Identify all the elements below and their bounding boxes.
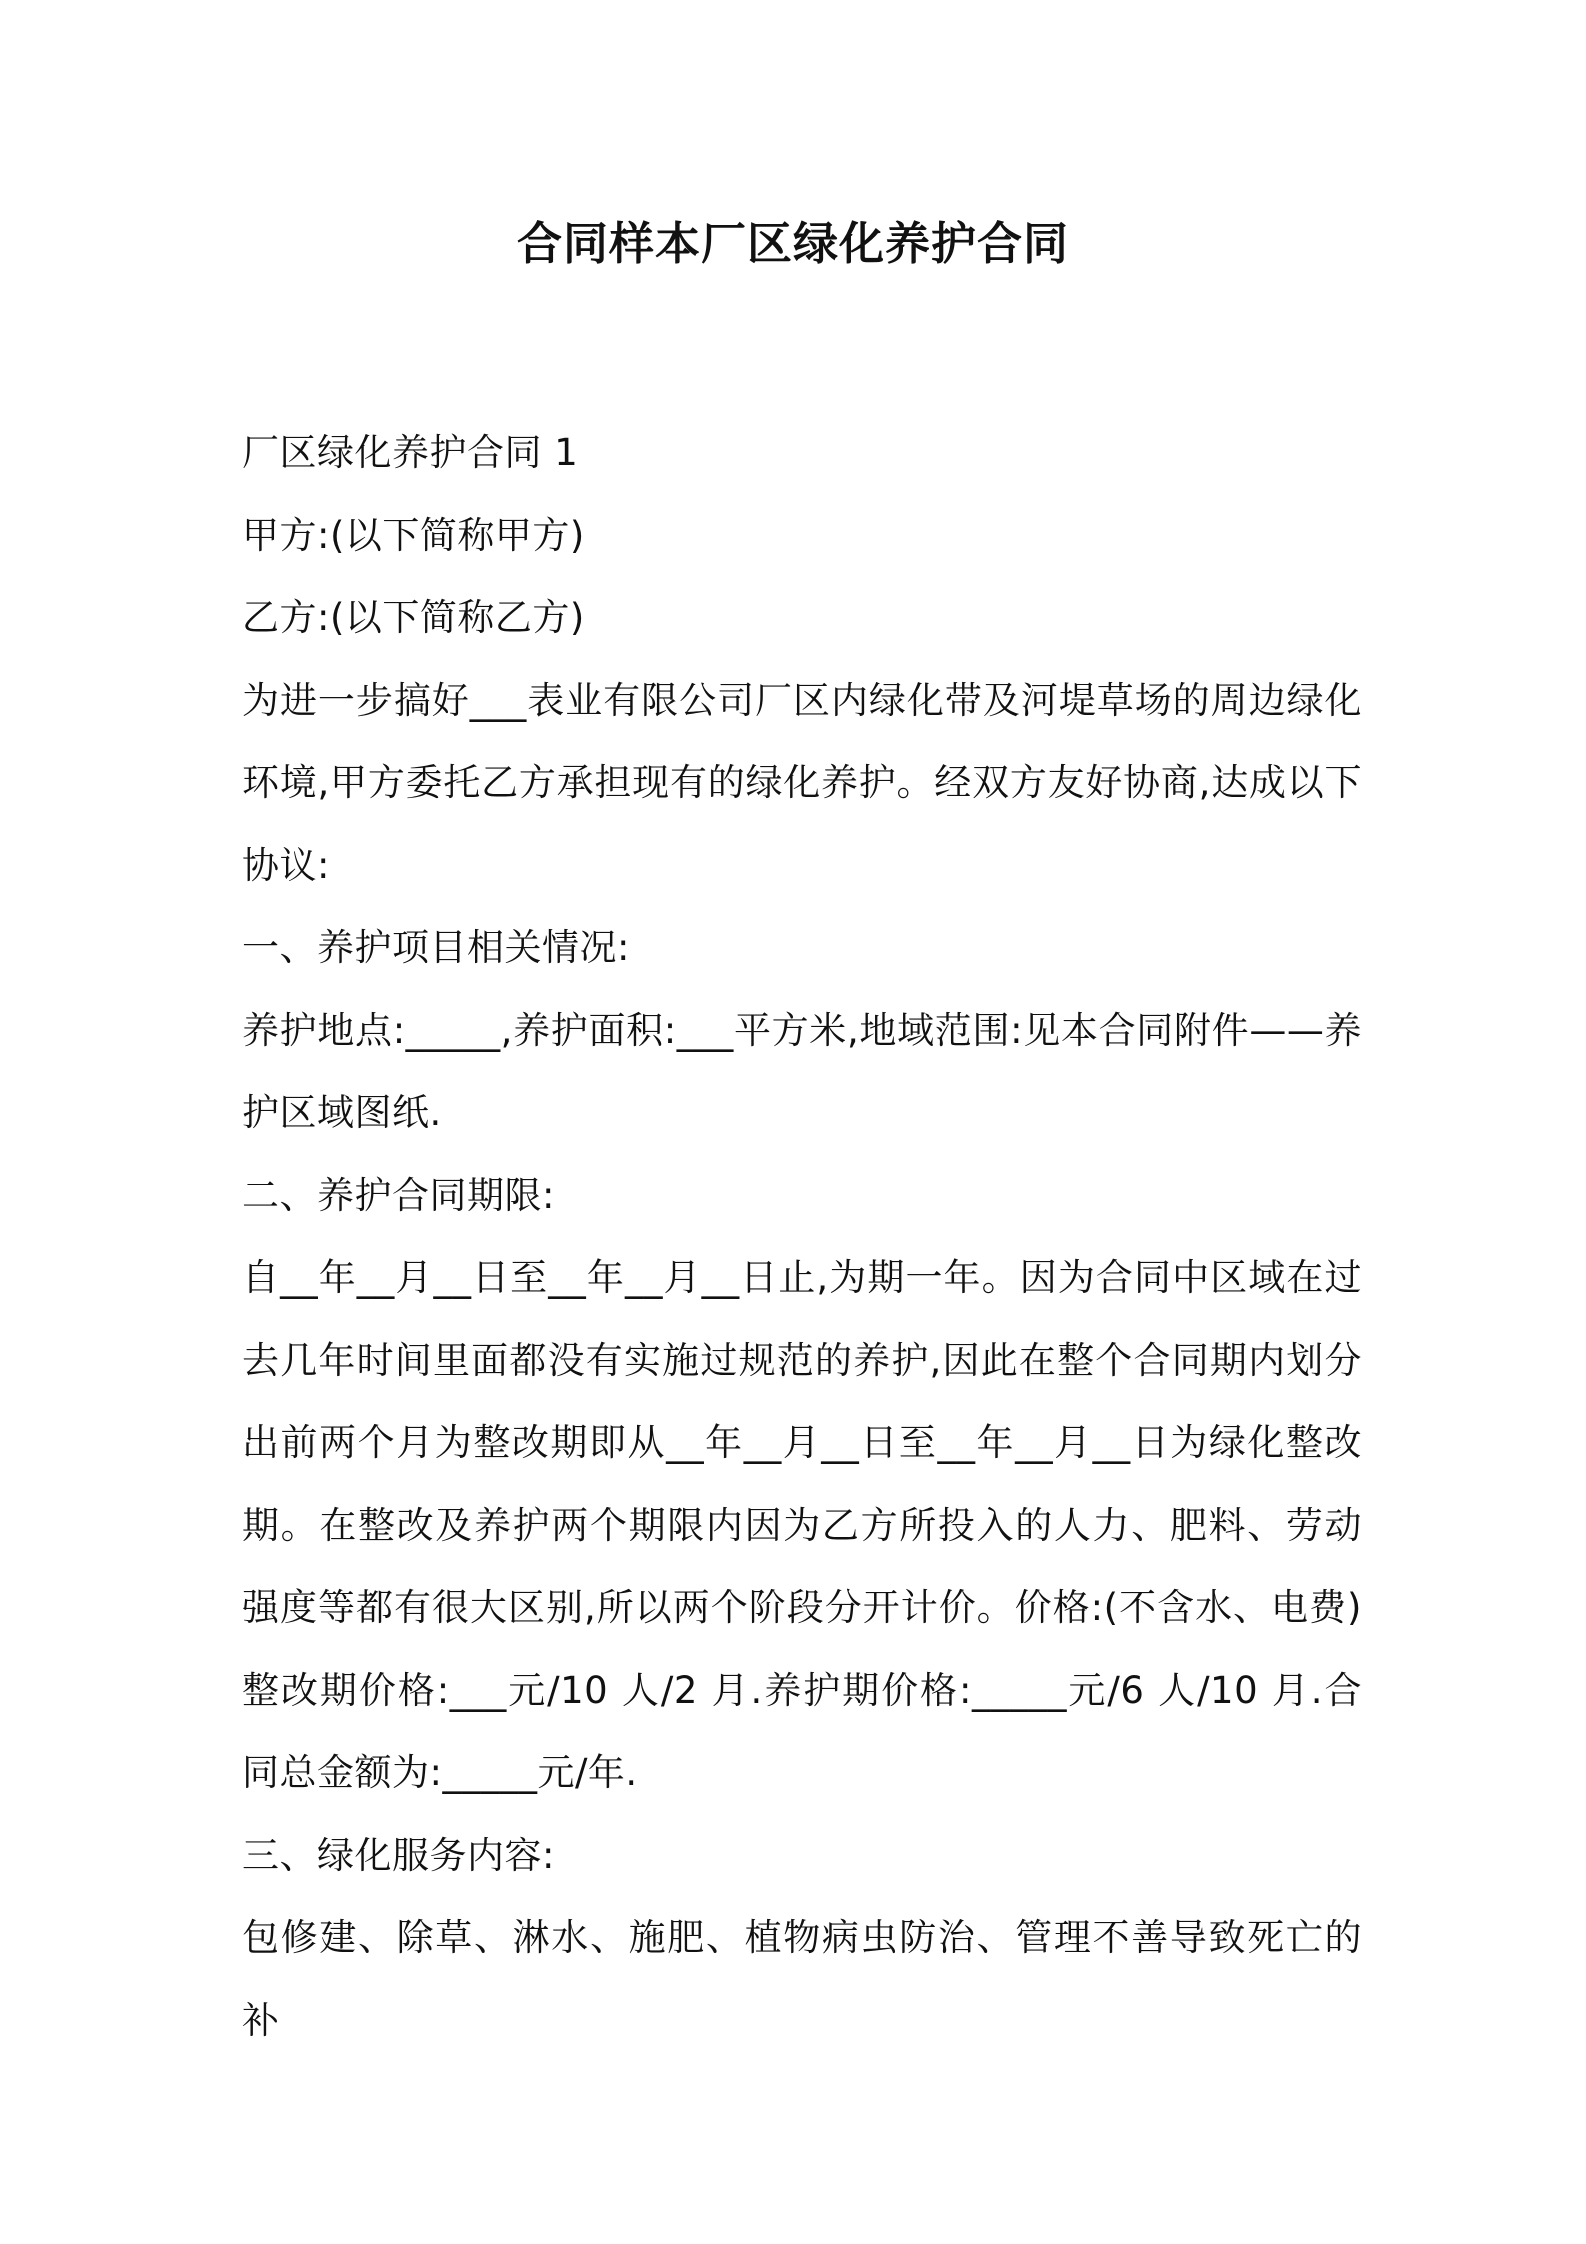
section-1-paragraph: 养护地点:_____,养护面积:___平方米,地域范围:见本合同附件——养护区域图纸. xyxy=(242,1008,1362,1134)
section-heading-2: 二、养护合同期限: xyxy=(242,1173,555,1217)
party-b-line: 乙方:(以下简称乙方) xyxy=(242,596,585,639)
document-body xyxy=(242,412,1362,2062)
section-heading-1: 一、养护项目相关情况: xyxy=(242,926,630,969)
party-a-line: 甲方:(以下简称甲方) xyxy=(242,513,585,557)
preamble-paragraph: 为进一步搞好___表业有限公司厂区内绿化带及河堤草场的周边绿化环境,甲方委托乙方承担现有的绿化养护。经双方友好协商,达成以下协议: xyxy=(242,678,1362,887)
section-heading-3: 三、绿化服务内容: xyxy=(242,1833,555,1877)
section-heading-contract-1: 厂区绿化养护合同 1 xyxy=(242,431,579,474)
section-2-paragraph: 自__年__月__日至__年__月__日止,为期一年。因为合同中区域在过去几年时间里面都没有实施过规范的养护,因此在整个合同期内划分出前两个月为整改期即从__年__月__日至__年__月__日为绿化整改期。在整改及养护两个期限内因为乙方所投入的人力、肥料、劳动强度等都有很大区别,所以两个阶段分开计价。价格:(不含水、电费)整改期价格:___元/10 人/2 月.养护期价格:_____元/6 人/10 月.合同总金额为:_____元/年. xyxy=(242,1256,1362,1794)
document-title: 合同样本厂区绿化养护合同 xyxy=(516,217,1069,270)
section-3-paragraph: 包修建、除草、淋水、施肥、植物病虫防治、管理不善导致死亡的补 xyxy=(242,1916,1362,2042)
